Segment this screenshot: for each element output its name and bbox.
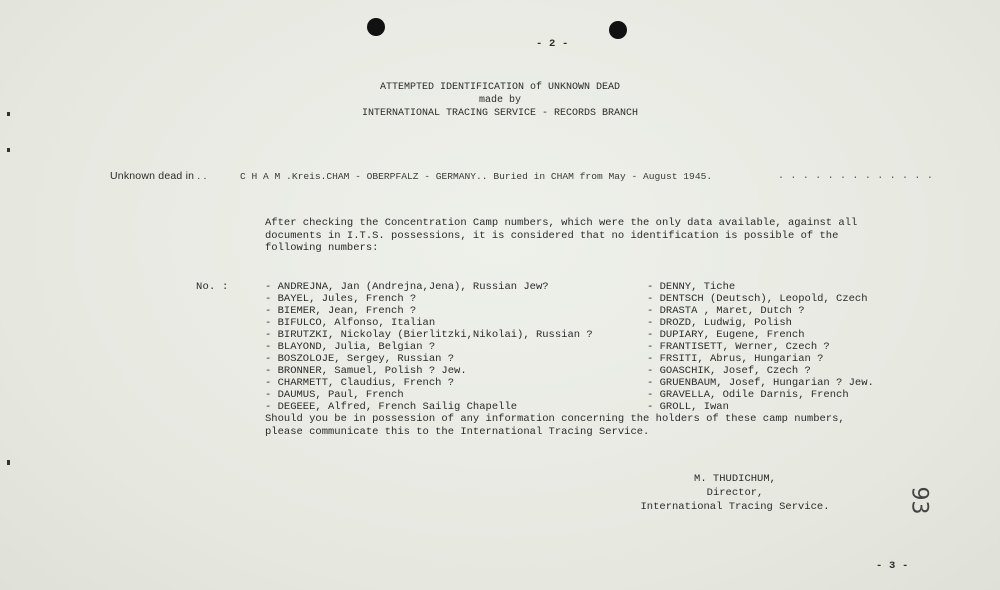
name-entry: - CHARMETT, Claudius, French ? xyxy=(265,377,455,389)
intro-line: After checking the Concentration Camp numbers, which were the only data available, against all xyxy=(265,217,858,229)
margin-mark xyxy=(7,148,10,152)
name-entry: - GRAVELLA, Odile Darnis, French xyxy=(647,389,849,401)
name-entry: - FRSITI, Abrus, Hungarian ? xyxy=(647,353,824,365)
name-entry: - DRASTA , Maret, Dutch ? xyxy=(647,305,805,317)
names-right-column xyxy=(647,281,874,413)
signature-name: M. THUDICHUM, xyxy=(694,473,776,485)
margin-mark xyxy=(7,460,10,465)
closing-line: please communicate this to the International Tracing Service. xyxy=(265,425,650,438)
heading-line-2: made by xyxy=(478,95,521,106)
name-entry: - BIEMER, Jean, French ? xyxy=(265,305,417,317)
name-entry: - BLAYOND, Julia, Belgian ? xyxy=(265,341,436,353)
name-entry: - DAUMUS, Paul, French xyxy=(265,389,404,401)
name-entry: - DEGEEE, Alfred, French Sailig Chapelle xyxy=(265,401,518,413)
name-entry: - BAYEL, Jules, French ? xyxy=(265,293,417,305)
number-label: No. : xyxy=(196,281,229,293)
intro-line: following numbers: xyxy=(265,242,379,254)
unknown-dead-dots: . . . . . . . . . . . . . xyxy=(778,171,934,182)
name-entry: - DROZD, Ludwig, Polish xyxy=(647,317,792,329)
name-entry: - BIRUTZKI, Nickolay (Bierlitzki,Nikolai), Russian ? xyxy=(265,329,593,341)
heading-line-1: ATTEMPTED IDENTIFICATION of UNKNOWN DEAD xyxy=(379,82,621,93)
punch-hole-left xyxy=(367,18,385,36)
page-number-bottom: - 3 - xyxy=(876,560,909,572)
unknown-dead-value: C H A M .Kreis.CHAM - OBERPFALZ - GERMANY.. Buried in CHAM from May - August 1945. xyxy=(240,171,713,182)
handwritten-folio-number: 93 xyxy=(906,486,932,515)
name-entry: - DENNY, Tiche xyxy=(647,281,736,293)
heading-line-3: INTERNATIONAL TRACING SERVICE - RECORDS BRANCH xyxy=(361,108,639,119)
names-left-column xyxy=(265,281,593,413)
name-entry: - BOSZOLOJE, Sergey, Russian ? xyxy=(265,353,455,365)
name-entry: - FRANTISETT, Werner, Czech ? xyxy=(647,341,830,353)
closing-paragraph xyxy=(265,413,845,438)
page-number-top: - 2 - xyxy=(536,38,569,50)
name-entry: - GRUENBAUM, Josef, Hungarian ? Jew. xyxy=(647,377,874,389)
name-entry: - ANDREJNA, Jan (Andrejna,Jena), Russian Jew? xyxy=(265,281,549,293)
unknown-dead-label: Unknown dead in . . xyxy=(110,170,207,182)
signature-org: International Tracing Service. xyxy=(640,501,830,513)
name-entry: - DUPIARY, Eugene, French xyxy=(647,329,805,341)
name-entry: - BIFULCO, Alfonso, Italian xyxy=(265,317,436,329)
name-entry: - DENTSCH (Deutsch), Leopold, Czech xyxy=(647,293,868,305)
closing-line: Should you be in possession of any information concerning the holders of these camp numbers, xyxy=(265,413,845,425)
name-entry: - GROLL, Iwan xyxy=(647,401,729,413)
signature-block xyxy=(630,472,840,514)
intro-line: documents in I.T.S. possessions, it is considered that no identification is possible of the xyxy=(265,229,839,242)
intro-paragraph xyxy=(265,217,857,255)
signature-title: Director, xyxy=(706,487,764,499)
name-entry: - GOASCHIK, Josef, Czech ? xyxy=(647,365,811,377)
punch-hole-right xyxy=(609,21,627,39)
name-entry: - BRONNER, Samuel, Polish ? Jew. xyxy=(265,365,467,377)
